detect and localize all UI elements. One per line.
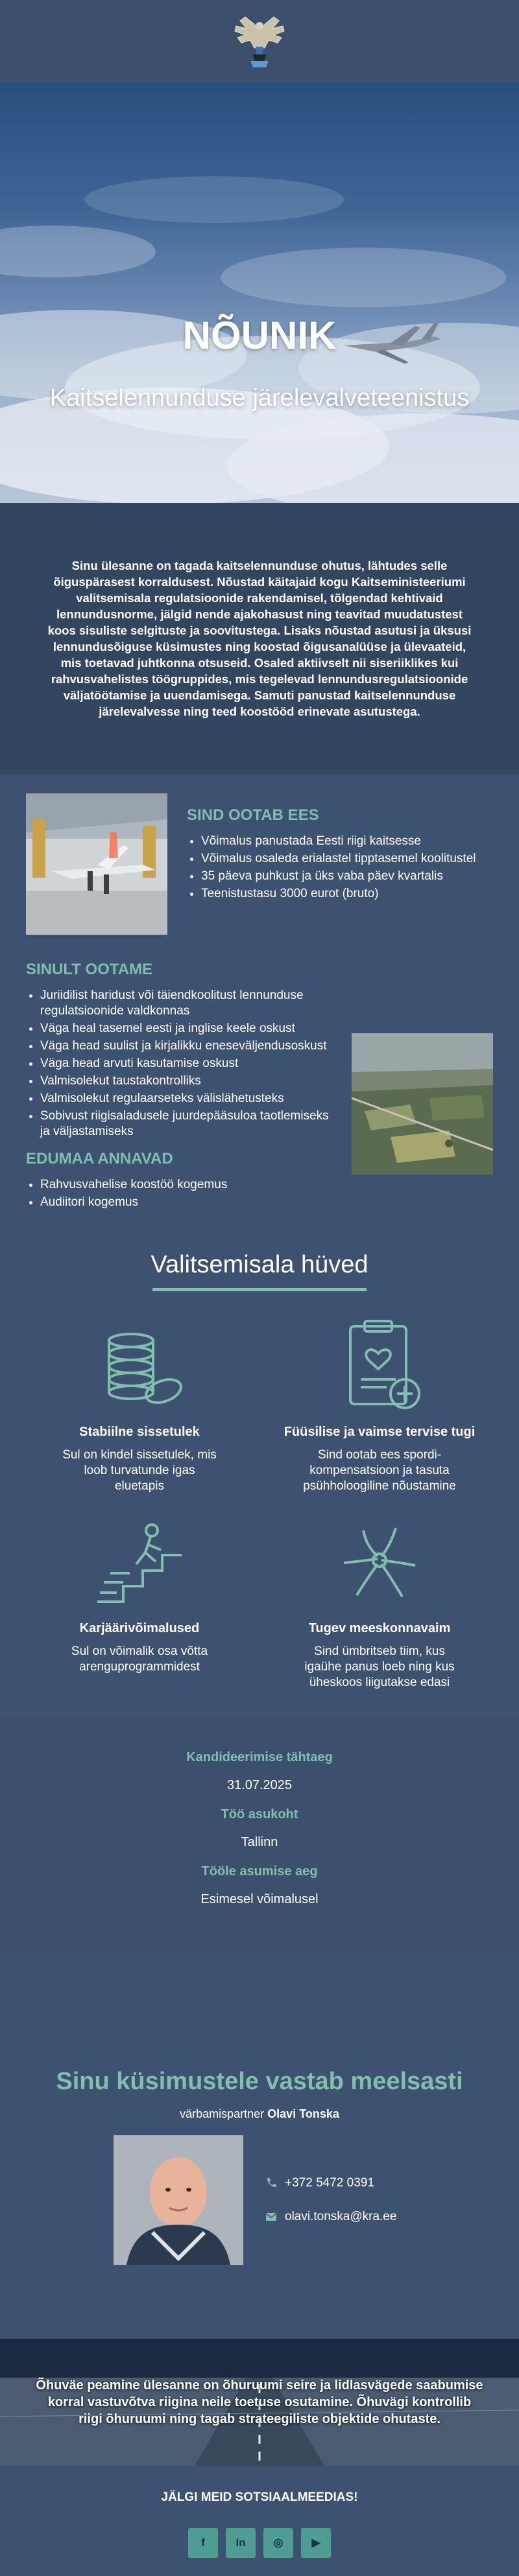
team-hands-icon (324, 1511, 435, 1615)
benefit-card (266, 1315, 493, 1494)
benefit-title: Tugev meeskonnavaim (308, 1621, 451, 1635)
list-item: • Audiitori kogemus (40, 1195, 339, 1210)
list-item: • Valmisolekut taustakontrolliks (40, 1073, 339, 1089)
benefit-card (266, 1511, 493, 1691)
benefit-card (26, 1511, 253, 1691)
start-value: Esimesel võimalusel (200, 1892, 319, 1906)
hero-title: NÕUNIK (182, 314, 337, 357)
benefit-title: Stabiilne sissetulek (79, 1425, 200, 1439)
benefit-title: Karjäärivõimalused (79, 1621, 200, 1635)
contact-title: Sinu küsimustele vastab meelsasti (56, 2068, 463, 2095)
list-item: • 35 päeva puhkust ja üks vaba päev kvartalis (201, 869, 476, 884)
contact-person (26, 2107, 493, 2121)
top-bar (0, 0, 519, 83)
offer-heading: SIND OOTAB EES (187, 806, 319, 824)
list-item: • Teenistustasu 3000 eurot (bruto) (201, 886, 476, 902)
contact-email[interactable] (265, 2210, 396, 2224)
aerial-landscape-photo (352, 1033, 493, 1175)
contact-name: Olavi Tonska (267, 2107, 339, 2120)
location-label: Töö asukoht (221, 1807, 298, 1821)
benefits-section (0, 1225, 519, 1716)
list-item: • Võimalus osaleda erialastel tipptasemel koolitustel (201, 851, 476, 867)
footer-title: JÄLGI MEID SOTSIAALMEEDIAS! (161, 2490, 358, 2504)
benefit-desc: Sul on kindel sissetulek, mis loob turvatunde igas eluetapis (62, 1448, 217, 1493)
social-links (0, 2528, 519, 2558)
list-item: • Võimalus panustada Eesti riigi kaitsesse (201, 834, 476, 849)
list-item: • Sobivust riigisaladusele juurdepääsuloa taotlemiseks ja väljastamiseks (40, 1108, 339, 1140)
details-section (0, 774, 519, 1225)
deadline-value: 31.07.2025 (226, 1778, 293, 1792)
benefit-desc: Sind ümbritseb tiim, kus igaühe panus loeb ning kus üheskoos liigutakse edasi (304, 1645, 455, 1689)
hangar-photo (26, 793, 167, 935)
phone-icon (265, 2177, 277, 2189)
list-item: • Juriidilist haridust või täiendkoolitust lennunduse regulatsioonide valdkonnas (40, 988, 339, 1019)
start-label: Tööle asumise aeg (201, 1864, 318, 1879)
list-item: • Valmisolekut regulaarseteks välislähetusteks (40, 1091, 339, 1107)
list-item: • Väga heal tasemel eesti ja inglise keele oskust (40, 1021, 339, 1036)
runway-banner (0, 2339, 519, 2466)
requirements-list (26, 988, 339, 1140)
avatar (114, 2135, 243, 2265)
intro-text: Sinu ülesanne on tagada kaitselennunduse ohutus, lähtudes selle õiguspärasest korraldusest. Nõustad käitajaid kogu Kaitseministeeriumi valitsemisala regulatsioonide rakendamisel, tõlgendad kehtivaid lennundusnorme, jälgid nende ajakohasust ning teavitad muudatustest koos sisuliste selgituste ja soovitustega. Lisaks nõustad asutusi ja üksusi lennundusõiguse küsimustes ning koostad õigusanalüüse ja ülevaateid, mis toetavad juhtkonna otsuseid. Osaled aktiivselt nii siseriiklikes kui rahvusvahelistes töögruppides, mis tegelevad lennundusregulatsioonide väljatöötamise ja uuendamisega. Samuti panustad kaitselennunduse järelevalvesse ning teed koostööd erinevate asutustega. (47, 559, 472, 718)
coins-stack-icon (84, 1315, 195, 1418)
hero-subtitle: Kaitselennunduse järelevalveteenistus (49, 384, 470, 412)
facebook-icon[interactable]: f (188, 2528, 218, 2558)
eagle-emblem-icon[interactable] (227, 9, 292, 74)
linkedin-icon[interactable]: in (226, 2528, 256, 2558)
banner-text: Õhuväe peamine ülesanne on õhuruumi seire ja lidlasvägede saabumise korral vastuvõtva riigina neile toetuse osutamine. Õhuvägi kontrollib riigi õhuruumi ning tagab strateegiliste objektide ohutaste. (36, 2378, 483, 2426)
job-info-section (0, 1716, 519, 1951)
title-underline (152, 1288, 367, 1291)
advantages-heading: EDUMAA ANNAVAD (26, 1150, 173, 1167)
intro-section (0, 503, 519, 774)
email-address[interactable]: olavi.tonska@kra.ee (285, 2210, 397, 2223)
list-item: • Rahvusvahelise koostöö kogemus (40, 1177, 339, 1193)
offer-block (26, 793, 493, 935)
youtube-icon[interactable]: ▶ (301, 2528, 331, 2558)
requirements-heading: SINULT OOTAME (26, 961, 153, 978)
offer-list (187, 834, 476, 902)
career-stairs-icon (84, 1511, 195, 1615)
contact-role: värbamispartner (180, 2107, 265, 2120)
advantages-list (26, 1177, 339, 1210)
benefit-title: Füüsilise ja vaimse tervise tugi (284, 1425, 476, 1439)
contact-phone[interactable] (265, 2176, 396, 2190)
list-item: • Väga head arvuti kasutamise oskust (40, 1056, 339, 1071)
advantages-block (26, 1150, 339, 1210)
deadline-label: Kandideerimise tähtaeg (186, 1750, 333, 1764)
contact-section (0, 1951, 519, 2339)
benefits-title: Valitsemisala hüved (151, 1251, 368, 1278)
envelope-icon (265, 2211, 277, 2223)
instagram-icon[interactable]: ◎ (263, 2528, 293, 2558)
benefit-desc: Sind ootab ees spordi-kompensatsioon ja tasuta psühholoogiline nõustamine (303, 1448, 456, 1493)
benefit-card (26, 1315, 253, 1494)
sky-clouds-image (0, 83, 519, 503)
footer (0, 2466, 519, 2571)
location-value: Tallinn (241, 1835, 278, 1849)
hero-banner (0, 83, 519, 503)
health-clipboard-icon (324, 1315, 435, 1418)
phone-number[interactable]: +372 5472 0391 (285, 2176, 374, 2190)
list-item: • Väga head suulist ja kirjalikku eneseväljendusoskust (40, 1038, 339, 1054)
benefit-desc: Sul on võimalik osa võtta arenguprogrammidest (71, 1645, 208, 1674)
requirements-block (26, 961, 493, 1212)
